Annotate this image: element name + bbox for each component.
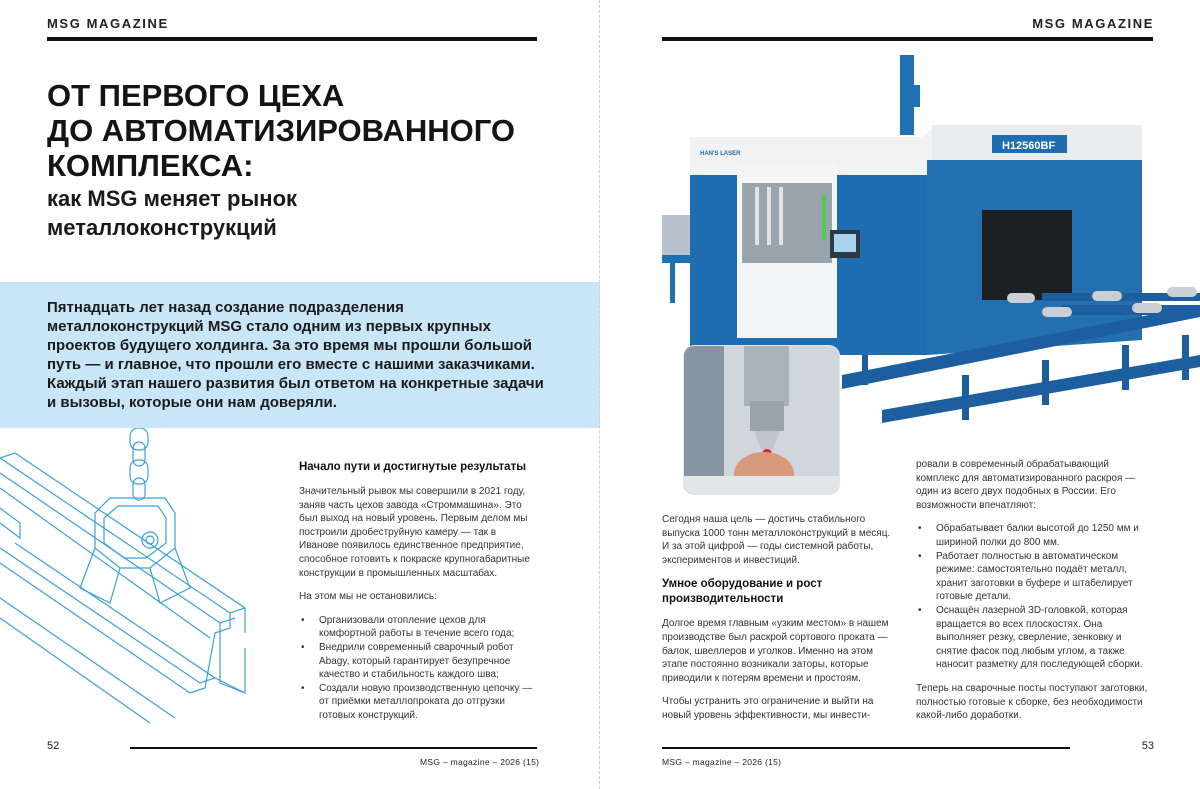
title-line: КОМПЛЕКСА:	[47, 148, 254, 183]
machine-brand-label: HAN'S LASER	[700, 151, 741, 157]
magazine-header: MSG MAGAZINE	[47, 16, 169, 31]
paragraph: Значительный рывок мы совершили в 2021 году, заняв часть цехов завода «Строммашина». Это был выход на новый уровень. Первым делом мы построили дробеструйную камеру — так в Иванове появилось единственное предприятие, способное готовить к покраске крупногабаритные конструкции в промышленных масштабах.	[299, 486, 530, 579]
bullet-list	[916, 522, 1154, 672]
magazine-header: MSG MAGAZINE	[1032, 16, 1154, 31]
title-line: ДО АВТОМАТИЗИРОВАННОГО	[47, 113, 516, 148]
article-subtitle	[47, 184, 567, 242]
footer-text: MSG – magazine – 2026 (15)	[662, 757, 782, 767]
paragraph: ровали в современный обрабатывающий комплекс для автоматизированного раскроя — один из всего двух подобных в России. Его возможности впечатляют:	[916, 459, 1136, 511]
list-item: • Обрабатывает балки высотой до 1250 мм и шириной полки до 800 мм.	[916, 522, 1154, 549]
list-item: • Внедрили современный сварочный робот Abagy, который гарантирует безупречное качество и стабильность каждого шва;	[299, 641, 537, 682]
paragraph: Чтобы устранить это ограничение и выйти на новый уровень эффективности, мы инвести-	[662, 696, 874, 721]
paragraph: Сегодня наша цель — достичь стабильного выпуска 1000 тонн металлоконструкций в месяц. И за этой цифрой — годы системной работы, экспериментов и инвестиций.	[662, 514, 891, 566]
footer-rule	[130, 747, 537, 749]
paragraph: Теперь на сварочные посты поступают заготовки, полностью готовые к сборке, без необходимости какой-либо доработки.	[916, 682, 1148, 722]
page-number: 53	[1141, 740, 1154, 752]
right-article-column-1	[662, 513, 900, 733]
right-page	[600, 0, 1200, 789]
bullet-list	[299, 614, 537, 723]
list-item: • Создали новую производственную цепочку — от приёмки металлопроката до отгрузки готовых конструкций.	[299, 682, 537, 723]
list-item: • Работает полностью в автоматическом режиме: самостоятельно подаёт металл, хранит заготовки в буфере и штабелирует готовые детали.	[916, 550, 1154, 604]
paragraph: На этом мы не остановились:	[299, 591, 437, 603]
paragraph: Долгое время главным «узким местом» в нашем производстве был раскрой сортового проката — балок, швеллеров и уголков. Именно на этом этапе постоянно возникали заторы, которые приводили к потерям времени и простоям.	[662, 618, 889, 684]
right-article-column-2	[916, 458, 1154, 733]
machine-model-label: H12560BF	[1002, 140, 1056, 152]
left-article-column	[299, 460, 537, 723]
list-item: • Оснащён лазерной 3D-головкой, которая вращается во всех плоскостях. Она выполняет резку, сверление, зенковку и снятие фасок под любым углом, а также наносит разметку для последующей сборки.	[916, 604, 1154, 672]
footer-rule	[662, 747, 1070, 749]
title-line: ОТ ПЕРВОГО ЦЕХА	[47, 78, 345, 113]
page-number: 52	[47, 740, 60, 752]
subtitle-line: металлоконструкций	[47, 215, 277, 240]
list-item: • Организовали отопление цехов для комфортной работы в течение всего года;	[299, 614, 537, 641]
article-title	[47, 78, 587, 183]
section-heading: Начало пути и достигнутые результаты	[299, 461, 527, 473]
beam-hook-illustration	[0, 428, 260, 728]
header-rule	[662, 37, 1153, 41]
header-rule	[47, 37, 537, 41]
section-heading: Умное оборудование и рост производительности	[662, 578, 823, 606]
lead-paragraph: Пятнадцать лет назад создание подразделения металлоконструкций MSG стало одним из первых крупных проектов будущего холдинга. За это время мы прошли большой путь — и главное, что прошли его вместе с нашими заказчиками. Каждый этап нашего развития был ответом на конкретные задачи и вызовы, которые они нам доверяли.	[47, 299, 544, 411]
footer-text: MSG – magazine – 2026 (15)	[420, 757, 540, 767]
laser-head-photo	[684, 346, 839, 494]
subtitle-line: как MSG меняет рынок	[47, 186, 298, 211]
